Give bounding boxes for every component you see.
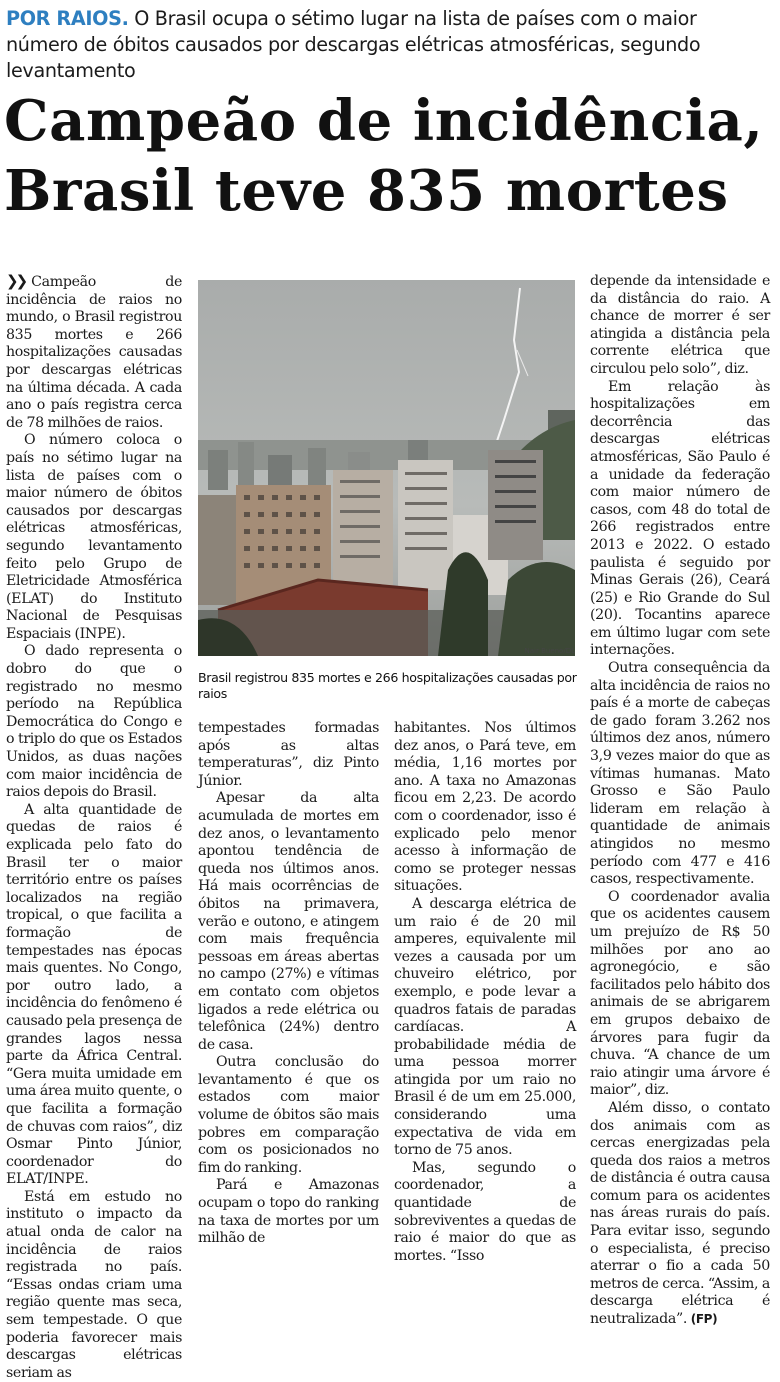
kicker-tag: POR RAIOS. bbox=[6, 7, 129, 30]
article-lead-paragraph bbox=[6, 273, 182, 432]
double-chevron-icon: ❯❯ bbox=[6, 272, 26, 290]
article-paragraph: O coordenador avalia que os acidentes causem um prejuízo de R$ 50 milhões por ano ao agronegócio, e são facilitados pelo hábito dos animais de se abrigarem em grupos debaixo de árvores para fugir da chuva. “A chance de um raio atingir uma árvore é maior”, diz. bbox=[590, 888, 770, 1099]
headline-line-1: Campeão de incidência, bbox=[4, 88, 764, 154]
photo-caption: Brasil registrou 835 mortes e 266 hospitalizações causadas por raios bbox=[198, 670, 577, 701]
article-paragraph: Mas, segundo o coordenador, a quantidade de sobreviventes a quedas de raio é maior do que as mortes. “Isso bbox=[394, 1159, 576, 1264]
article-paragraph: tempestades formadas após as altas temperaturas”, diz Pinto Júnior. bbox=[198, 720, 379, 789]
kicker bbox=[6, 6, 774, 84]
article-paragraph: Em relação às hospitalizações em decorrência das descargas elétricas atmosféricas, São Paulo é a unidade da federação com maior número de casos, com 48 do total de 266 registrados entre 2013 e 2022. O estado paulista é seguido por Minas Gerais (26), Ceará (25) e Rio Grande do Sul (20). Tocantins aparece em último lugar com sete internações. bbox=[590, 378, 770, 659]
article-paragraph: depende da intensidade e da distância do raio. A chance de morrer é ser atingida a distância pela corrente elétrica que circulou pelo solo”, diz. bbox=[590, 273, 770, 377]
kicker-text: O Brasil ocupa o sétimo lugar na lista de países com o maior número de óbitos causados por descargas elétricas atmosféricas, segundo levantamento bbox=[6, 7, 701, 82]
article-paragraph: A alta quantidade de quedas de raios é explicada pelo fato do Brasil ter o maior território entre os países localizados na região tropical, o que facilita a formação de tempestades nas épocas mais quentes. No Congo, por outro lado, a incidência do fenômeno é causado pela presença de grandes lagos nessa parte da África Central. “Gera muita umidade em uma área muito quente, o que facilita a formação de chuvas com raios”, diz Osmar Pinto Júnior, coordenador do ELAT/INPE. bbox=[6, 801, 182, 1188]
article-column-1 bbox=[6, 273, 182, 1382]
agency-signature: (FP) bbox=[690, 1312, 718, 1327]
article-paragraph: Outra consequência da alta incidência de raios no país é a morte de cabeças de gado foram 3.262 nos últimos dez anos, número 3,9 vezes maior do que as vítimas humanas. Mato Grosso e São Paulo lideram em relação à quantidade de animais atingidos no mesmo período com 477 e 416 casos, respectivamente. bbox=[590, 660, 770, 888]
article-paragraph: O dado representa o dobro do que o registrado no mesmo período na República Democrática do Congo e o triplo do que os Estados Unidos, as duas nações com maior incidência de raios depois do Brasil. bbox=[6, 643, 182, 801]
article-paragraph: O número coloca o país no sétimo lugar na lista de países com o maior número de óbitos causados por descargas elétricas atmosféricas, segundo levantamento feito pelo Grupo de Eletricidade Atmosférica (ELAT) do Instituto Nacional de Pesquisas Espaciais (INPE). bbox=[6, 432, 182, 642]
article-paragraph bbox=[590, 1100, 770, 1329]
headline bbox=[4, 86, 780, 226]
city-lightning-photo bbox=[198, 280, 575, 656]
article-column-2 bbox=[198, 720, 379, 1248]
photo-credit: Nair Bueno/DL bbox=[524, 647, 575, 655]
article-paragraph: Está em estudo no instituto o impacto da atual onda de calor na incidência de raios registrada no país. “Essas ondas criam uma região quente mas seca, sem tempestade. O que poderia favorecer mais descargas elétricas seriam as bbox=[6, 1188, 182, 1381]
news-photo bbox=[198, 280, 575, 656]
paragraph-text: Campeão de incidência de raios no mundo, o Brasil registrou 835 mortes e 266 hospitalizações causadas por descargas elétricas na última década. A cada ano o país registra cerca de 78 milhões de raios. bbox=[6, 274, 182, 431]
paragraph-text: Além disso, o contato dos animais com as cercas energizadas pela queda dos raios a metros de distância é outra causa comum para os acidentes nas áreas rurais do país. Para evitar isso, segundo o especialista, é preciso aterrar o fio a cada 50 metros de cerca. “Assim, a descarga elétrica é neutralizada”. bbox=[590, 1099, 770, 1328]
article-paragraph: habitantes. Nos últimos dez anos, o Pará teve, em média, 1,16 mortes por ano. A taxa no Amazonas ficou em 2,23. De acordo com o coordenador, isso é explicado pelo menor acesso à informação de como se proteger nessas situações. bbox=[394, 720, 576, 895]
article-column-3 bbox=[394, 720, 576, 1265]
article-column-4 bbox=[590, 273, 770, 1329]
headline-line-2: Brasil teve 835 mortes bbox=[4, 158, 729, 224]
article-paragraph: Apesar da alta acumulada de mortes em dez anos, o levantamento apontou tendência de queda nos últimos anos. Há mais ocorrências de óbitos na primavera, verão e outono, e atingem com mais frequência pessoas em áreas abertas no campo (27%) e vítimas em contato com objetos ligados a rede elétrica ou telefônica (24%) dentro de casa. bbox=[198, 790, 379, 1053]
article-paragraph: A descarga elétrica de um raio é de 20 mil amperes, equivalente mil vezes a causada por um chuveiro elétrico, por exemplo, e pode levar a quadros fatais de paradas cardíacas. A probabilidade média de uma pessoa morrer atingida por um raio no Brasil é de um em 25.000, considerando uma expectativa de vida em torno de 75 anos. bbox=[394, 895, 576, 1159]
article-paragraph: Outra conclusão do levantamento é que os estados com maior volume de óbitos são mais pobres em comparação com os posicionados no fim do ranking. bbox=[198, 1054, 379, 1176]
article-paragraph: Pará e Amazonas ocupam o topo do ranking na taxa de mortes por um milhão de bbox=[198, 1177, 379, 1247]
